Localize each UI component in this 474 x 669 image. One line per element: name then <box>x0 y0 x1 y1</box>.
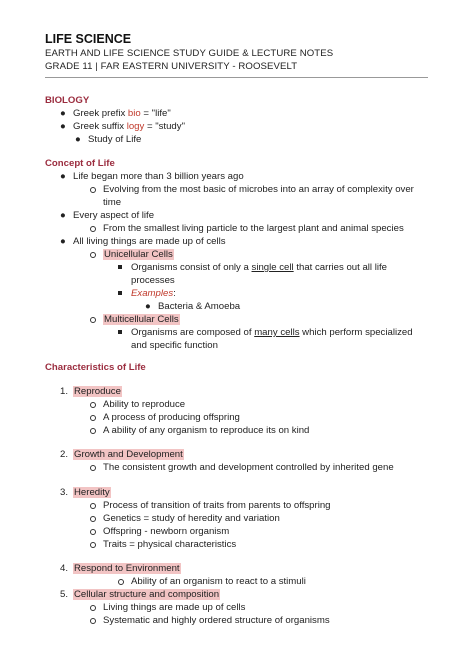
list-item: Greek suffix logy = "study" <box>73 121 185 132</box>
ring-bullet-icon <box>90 428 96 434</box>
multicellular-label: Multicellular Cells <box>104 314 179 325</box>
list-item: Traits = physical characteristics <box>103 539 237 550</box>
ring-bullet-icon <box>90 415 96 421</box>
item-number: 2. <box>60 449 69 460</box>
list-item: Evolving from the most basic of microbes into an array of complexity over <box>103 184 414 195</box>
examples-item: Examples: <box>131 288 176 299</box>
document-subtitle: EARTH AND LIFE SCIENCE STUDY GUIDE & LECTURE NOTES <box>45 48 334 59</box>
list-item: A ability of any organism to reproduce its on kind <box>103 425 310 436</box>
multicellular-item <box>103 314 180 326</box>
list-item: Organisms are composed of many cells which perform specialized <box>131 327 413 338</box>
item-number: 3. <box>60 487 69 498</box>
ring-bullet-icon <box>90 317 96 323</box>
greek-prefix-word: bio <box>127 108 141 119</box>
ring-bullet-icon <box>90 252 96 258</box>
characteristic-item <box>73 386 122 398</box>
square-bullet-icon <box>118 291 122 295</box>
disc-bullet-icon: ● <box>145 301 151 312</box>
disc-bullet-icon: ● <box>60 236 66 247</box>
list-item: Greek prefix bio = "life" <box>73 108 171 119</box>
ring-bullet-icon <box>90 516 96 522</box>
list-item: A process of producing offspring <box>103 412 240 423</box>
grade-line: GRADE 11 | FAR EASTERN UNIVERSITY - ROOSEVELT <box>45 61 298 72</box>
list-item: Living things are made up of cells <box>103 602 246 613</box>
ring-bullet-icon <box>90 402 96 408</box>
square-bullet-icon <box>118 330 122 334</box>
list-item: From the smallest living particle to the largest plant and animal species <box>103 223 404 234</box>
disc-bullet-icon: ● <box>60 210 66 221</box>
characteristic-label: Respond to Environment <box>74 563 180 574</box>
ring-bullet-icon <box>90 605 96 611</box>
ring-bullet-icon <box>90 226 96 232</box>
list-item: All living things are made up of cells <box>73 236 226 247</box>
disc-bullet-icon: ● <box>60 171 66 182</box>
biology-heading: BIOLOGY <box>45 95 90 106</box>
ring-bullet-icon <box>90 529 96 535</box>
list-item: Ability of an organism to react to a stimuli <box>131 576 306 587</box>
disc-bullet-icon: ● <box>60 121 66 132</box>
characteristic-item <box>73 487 111 499</box>
list-item: Ability to reproduce <box>103 399 186 410</box>
list-item: Process of transition of traits from parents to offspring <box>103 500 331 511</box>
list-item: Life began more than 3 billion years ago <box>73 171 244 182</box>
ring-bullet-icon <box>90 618 96 624</box>
single-cell-term: single cell <box>251 262 294 273</box>
header-divider <box>45 77 428 78</box>
square-bullet-icon <box>118 265 122 269</box>
characteristic-item <box>73 449 184 461</box>
list-item: Bacteria & Amoeba <box>158 301 241 312</box>
list-item: Genetics = study of heredity and variation <box>103 513 280 524</box>
many-cells-term: many cells <box>254 327 300 338</box>
characteristic-label: Heredity <box>74 487 110 498</box>
item-number: 4. <box>60 563 69 574</box>
list-item: Offspring - newborn organism <box>103 526 230 537</box>
list-item: Systematic and highly ordered structure of organisms <box>103 615 330 626</box>
list-item-continuation: and specific function <box>131 340 218 351</box>
characteristic-item <box>73 563 181 575</box>
ring-bullet-icon <box>90 542 96 548</box>
list-item-continuation: processes <box>131 275 175 286</box>
unicellular-item <box>103 249 174 261</box>
unicellular-label: Unicellular Cells <box>104 249 173 260</box>
characteristic-item <box>73 589 220 601</box>
list-item: Organisms consist of only a single cell that carries out all life <box>131 262 387 273</box>
ring-bullet-icon <box>118 579 124 585</box>
characteristic-label: Reproduce <box>74 386 121 397</box>
list-item: Every aspect of life <box>73 210 155 221</box>
list-item-continuation: time <box>103 197 122 208</box>
characteristics-heading: Characteristics of Life <box>45 362 146 373</box>
disc-bullet-icon: ● <box>75 134 81 145</box>
ring-bullet-icon <box>90 187 96 193</box>
list-item: The consistent growth and development controlled by inherited gene <box>103 462 394 473</box>
concept-heading: Concept of Life <box>45 158 115 169</box>
examples-label: Examples <box>131 288 174 299</box>
greek-suffix-word: logy <box>126 121 145 132</box>
disc-bullet-icon: ● <box>60 108 66 119</box>
list-item: Study of Life <box>88 134 142 145</box>
characteristic-label: Growth and Development <box>74 449 183 460</box>
ring-bullet-icon <box>90 465 96 471</box>
item-number: 5. <box>60 589 69 600</box>
document-title: LIFE SCIENCE <box>45 32 132 46</box>
ring-bullet-icon <box>90 503 96 509</box>
characteristic-label: Cellular structure and composition <box>74 589 220 600</box>
item-number: 1. <box>60 386 69 397</box>
